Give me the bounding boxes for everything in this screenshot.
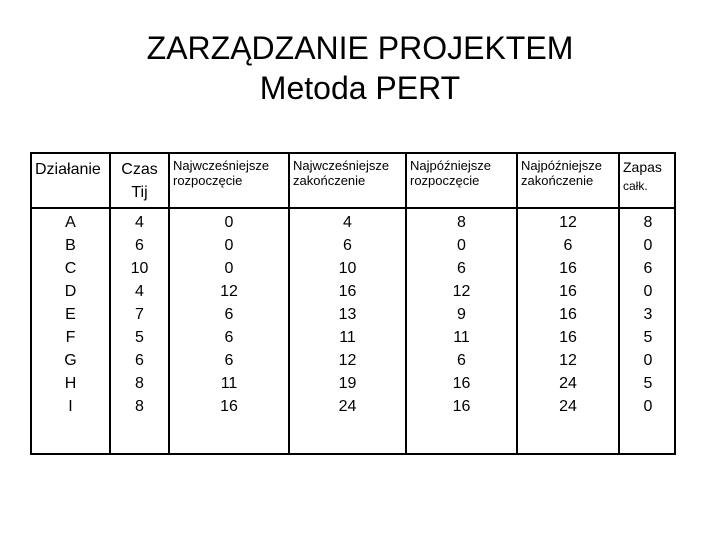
table-cell-slack: 5 [643, 329, 653, 346]
table-cell-time: 6 [135, 237, 144, 254]
page-title [0, 28, 720, 108]
table-cell-lf: 16 [559, 283, 577, 300]
table-cell-time: 5 [135, 329, 144, 346]
table-cell-lf: 24 [559, 398, 577, 415]
table-cell-ef: 10 [338, 260, 357, 277]
column-latest-start [407, 208, 516, 418]
table-cell-slack: 3 [643, 306, 653, 323]
table-cell-slack: 6 [643, 260, 653, 277]
table-cell-es: 0 [224, 260, 234, 277]
header-latest-start: Najpóźniejsze rozpoczęcie [410, 158, 491, 188]
table-cell-activity: H [64, 375, 77, 392]
table-cell-ef: 24 [338, 398, 357, 415]
table-cell-time: 4 [135, 214, 144, 231]
table-cell-time: 6 [135, 352, 144, 369]
column-earliest-start [170, 208, 288, 418]
table-cell-es: 6 [224, 329, 234, 346]
header-time: Czas Tij [121, 161, 158, 201]
table-cell-ls: 11 [453, 329, 470, 346]
table-cell-es: 0 [224, 214, 234, 231]
table-cell-lf: 16 [559, 260, 577, 277]
column-time [111, 208, 168, 418]
table-cell-es: 0 [224, 237, 234, 254]
table-cell-es: 12 [220, 283, 238, 300]
table-cell-time: 8 [135, 398, 144, 415]
table-cell-ls: 6 [457, 352, 466, 369]
table-cell-activity: A [65, 214, 76, 231]
table-cell-slack: 0 [643, 398, 653, 415]
table-cell-lf: 6 [563, 237, 573, 254]
table-cell-time: 7 [135, 306, 144, 323]
table-cell-lf: 12 [559, 352, 577, 369]
table-cell-time: 10 [130, 260, 149, 277]
table-cell-ls: 16 [452, 398, 471, 415]
title-line-2: Metoda PERT [259, 70, 461, 106]
header-earliest-finish: Najwcześniejsze zakończenie [293, 158, 390, 188]
table-cell-ef: 11 [339, 329, 356, 346]
table-cell-ls: 0 [457, 237, 466, 254]
table-cell-ls: 12 [452, 283, 471, 300]
table-cell-activity: I [68, 398, 73, 415]
header-total-slack: Zapas całk. [623, 159, 662, 193]
table-cell-ef: 12 [338, 352, 357, 369]
table-cell-ef: 4 [343, 214, 352, 231]
table-cell-activity: E [65, 306, 76, 323]
table-cell-activity: F [65, 329, 76, 346]
table-cell-es: 16 [220, 398, 238, 415]
table-cell-slack: 0 [643, 352, 653, 369]
table-cell-slack: 5 [643, 375, 653, 392]
table-cell-slack: 0 [643, 283, 653, 300]
title-line-1: ZARZĄDZANIE PROJEKTEM [146, 30, 574, 66]
column-activity [32, 208, 109, 418]
table-cell-es: 6 [224, 352, 234, 369]
table-cell-lf: 16 [559, 329, 577, 346]
table-cell-ls: 16 [452, 375, 471, 392]
table-cell-ef: 16 [338, 283, 357, 300]
table-cell-ls: 6 [457, 260, 466, 277]
table-cell-activity: G [64, 352, 77, 369]
header-latest-finish: Najpóźniejsze zakończenie [521, 158, 602, 188]
table-cell-activity: B [65, 237, 76, 254]
table-cell-ef: 13 [338, 306, 357, 323]
header-earliest-start: Najwcześniejsze rozpoczęcie [173, 158, 270, 188]
pert-table [30, 152, 676, 455]
column-earliest-finish [290, 208, 405, 418]
column-latest-finish [518, 208, 618, 418]
table-cell-time: 4 [135, 283, 144, 300]
header-activity: Działanie [35, 161, 101, 178]
table-cell-lf: 24 [559, 375, 577, 392]
table-cell-ls: 9 [457, 306, 466, 323]
column-total-slack [620, 208, 676, 418]
table-cell-es: 6 [224, 306, 234, 323]
table-cell-time: 8 [135, 375, 144, 392]
table-cell-slack: 8 [643, 214, 653, 231]
table-cell-activity: C [64, 260, 77, 277]
table-cell-ls: 8 [457, 214, 466, 231]
table-cell-lf: 12 [559, 214, 577, 231]
table-cell-slack: 0 [643, 237, 653, 254]
table-cell-activity: D [64, 283, 77, 300]
table-cell-lf: 16 [559, 306, 577, 323]
table-cell-ef: 19 [338, 375, 357, 392]
table-cell-es: 11 [220, 375, 238, 392]
table-cell-ef: 6 [343, 237, 352, 254]
